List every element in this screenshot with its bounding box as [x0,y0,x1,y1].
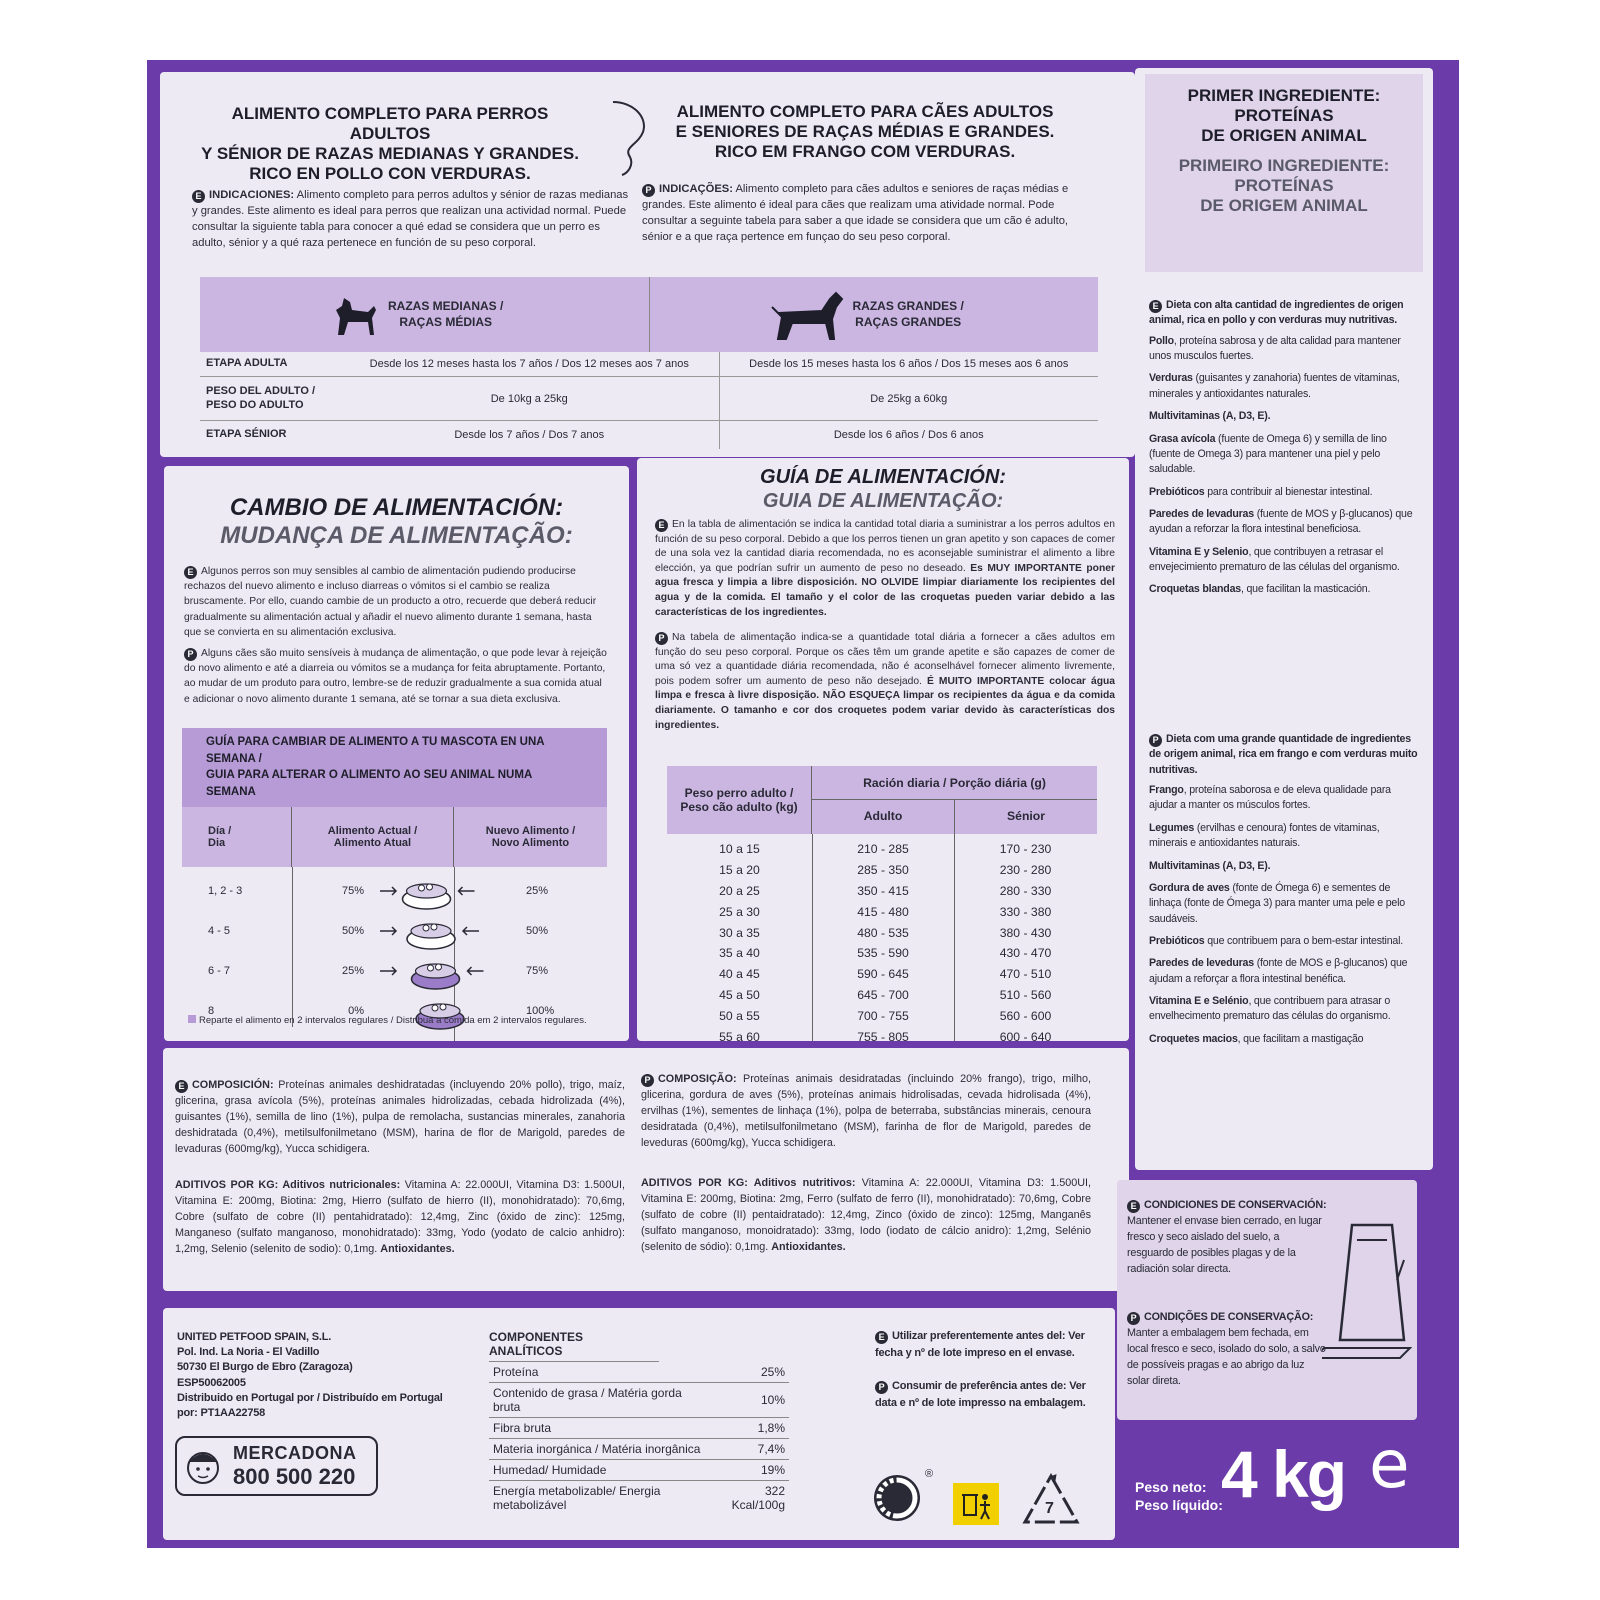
food-bowl-icon [372,911,512,951]
es-additives: ADITIVOS POR KG: Aditivos nutricionales: Vitamina A: 22.000UI, Vitamina D3: 1.500UI, Vitamina E: 200mg, Biotina: 2mg, Hierro (sulfato de hierro (II), monohidratado): 70,6mg, Cobre (sulfato de cobre (II) pentahidratado): 12,4mg, Zinc (óxido de zinc): 125mg, Manganeso (sulfato manganoso, monohidratado): 33mg, Yodo (yodato de calcio anhidro): 1,2mg, Selenio (selenito de sodio): 0,1mg. Antioxidantes. [175,1179,625,1255]
change-table: GUÍA PARA CAMBIAR DE ALIMENTO A TU MASCOTA EN UNA SEMANA / GUIA PARA ALTERAR O ALIMENTO AO SEU ANIMAL NUMA SEMANA Día / Dia Alimento Actual / Alimento Atual Nuevo Alimento / Novo Alimento 1, 2 - 3 75% 25% 4 - 5 50% 50% 6 - 7 25% 75% 8 0% 100% [182,728,607,1031]
es-conservation: E CONDICIONES DE CONSERVACIÓN: Mantener el envase bien cerrado, en lugar fresco y seco aislado del suelo, a resguardo de posibles plagas y de la radiación solar directa. [1127,1199,1327,1275]
table-row: ETAPA SÉNIOR Desde los 7 años / Dos 7 anos Desde los 6 años / Dos 6 anos [200,421,1098,449]
benefit-item: Gordura de aves (fonte de Ómega 6) e sementes de linhaça (fonte de Ómega 3) para manter uma pele e pelo saudáveis. [1149,881,1405,925]
pt-additives: ADITIVOS POR KG: Aditivos nutritivos: Vitamina A: 22.000UI, Vitamina D3: 1.500UI, Vitamina E: 200mg, Biotina: 2mg, Ferro (sulfato de ferro (II), monohidratado): 70,6mg, Cobre (sulfato de cobre (II) pentaidratado): 12,4mg, Zinco (óxido de zinco): 125mg, Manganês (sulfato manganoso, monoidratado): 33mg, Iodo (iodato de cálcio anidro): 1,2mg, Selénio (selenito de sódio): 0,1mg. Antioxidantes. [641,1177,1091,1253]
analytic-components: COMPONENTES ANALÍTICOS Proteína 25% Contenido de grasa / Matéria gorda bruta 10% Fibra bruta 1,8% Materia inorgánica / Matéria inorgânica 7,4% Humedad/ Humidade 19% Energía metabolizable/ Energia metabolizável 322 Kcal/100g [489,1330,801,1515]
pt-conservation: P CONDIÇÕES DE CONSERVAÇÃO: Manter a embalagem bem fechada, em local fresco e seco, isolado do solo, a salvo de possíveis pragas e ao abrigo da luz solar direta. [1127,1311,1326,1387]
es-badge-icon: E [655,519,668,532]
change-footnote: Reparte el alimento en 2 intervalos regulares / Distribua a comida em 2 intervalos regulares. [188,1014,618,1028]
analytic-row: Materia inorgánica / Matéria inorgânica 7,4% [489,1439,789,1460]
pt-badge-icon: P [642,184,655,197]
benefit-item: Paredes de levaduras (fuente de MOS y β-glucanos) que ayudan a reforzar la flora intestinal beneficiosa. [1149,507,1413,536]
company-info: UNITED PETFOOD SPAIN, S.L. Pol. Ind. La Noria - El Vadillo 50730 El Burgo de Ebro (Zaragoza) ESP50062005 Distribuido en Portugal por / Distribuído em Portugal por: PT1AA22758 [177,1331,443,1419]
analytic-row: Energía metabolizable/ Energia metabolizável 322 Kcal/100g [493,1484,785,1512]
feeding-row: 55 a 60 755 - 805 600 - 640 [719,1029,1052,1041]
dog-outline-icon [608,97,653,177]
feeding-row: 25 a 30 415 - 480 330 - 380 [719,904,1052,919]
change-es-text: E Algunos perros son muy sensibles al cambio de alimentación pudiendo producirse rechazos del nuevo alimento e incluso diarreas o vómitos si el cambio se realiza bruscamente. Por ello, cuando cambie de un producto a otro, recuerde que deberá reducir gradualmente su alimentación actual y añadir el nuevo alimento durante 1 semana, hasta que se convierta en su alimentación exclusiva. [184,566,597,638]
benefit-item: Legumes (ervilhas e cenoura) fontes de vitaminas, minerais e antioxidantes naturais. [1149,821,1380,850]
pt-composition: P COMPOSIÇÃO: Proteínas animais desidratadas (incluindo 20% frango), trigo, milho, glicerina, gordura de aves (5%), proteínas animais hidrolisadas, cevada hidrolisada (4%), ervilhas (1%), sementes de linhaça (1%), polpa de beterraba, substâncias minerais, cenoura desidratada (0,4%), metilsulfonilmetano (MSM), farinha de flor de Marigold, paredes de leveduras (600mg/kg), Yucca schidigera. [641,1073,1092,1149]
pt-badge-icon: P [875,1381,888,1394]
pt-badge-icon: P [1127,1312,1140,1325]
feeding-row: 30 a 35 480 - 535 380 - 430 [719,925,1052,940]
feeding-row: 35 a 40 535 - 590 430 - 470 [719,946,1052,961]
benefit-item: Frango, proteína saborosa e de eleva qualidade para ajudar a manter os músculos fortes. [1149,784,1391,812]
recycle-number: 7 [1045,1500,1054,1517]
benefit-item: Vitamina E e Selénio, que contribuem para atrasar o envelhecimento prematuro das células do organismo. [1149,995,1391,1023]
table-row: PESO DEL ADULTO / PESO DO ADULTO De 10kg a 25kg De 25kg a 60kg [200,377,1098,421]
pt-badge-icon: P [655,632,668,645]
es-badge-icon: E [192,190,205,203]
feeding-row: 20 a 25 350 - 415 280 - 330 [719,883,1052,898]
es-badge-icon: E [1127,1200,1140,1213]
feeding-pt-text: P Na tabela de alimentação indica-se a quantidade total diária a fornecer a cães adultos em função do seu peso corporal. Porque os cães têm um grande apetite e são capazes de comer de uma só vez a quantidade diária recomendada, não é aconselhável fornecer alimento livremente, pois podem sofrer um aumento de peso não desejado. É MUITO IMPORTANTE colocar água limpa e fresca à livre disposição. NÃO ESQUEÇA limpar os recipientes da água e da comida diariamente. O tamanho e cor dos croquetes podem variar devido às características dos ingredientes. [655,632,1115,731]
feeding-panel [637,458,1129,1041]
analytic-row: Humedad/ Humidade 19% [489,1460,789,1481]
pt-indications: P INDICAÇÕES: Alimento completo para cães adultos e seniores de raças médias e grandes. Este alimento é ideal para cães que realizam uma atividade normal. Pode consultar a seguinte tabela para saber a que idade se considera que um cão é adulto, sénior e a que raça pertence em funçao do seu peso corporal. [642,183,1069,243]
large-dog-icon [770,287,845,342]
food-bowl-icon [372,871,512,911]
es-badge-icon: E [1149,300,1162,313]
feeding-row: 50 a 55 700 - 755 560 - 600 [719,1008,1052,1023]
benefit-item: Croquetas blandas, que facilitan la masticación. [1149,583,1371,596]
feeding-table: Peso perro adulto / Peso cão adulto (kg) Ración diaria / Porção diária (g) Adulto Sénior 10 a 15 210 - 285 170 - 230 15 a 20 285 - 350 230 - 280 20 a 25 350 - 415 280 - 330 25 a 30 415 - 480 330 - 380 30 a 35 480 - 535 380 - 430 35 a 40 535 - 590 430 - 470 40 a 45 590 - 645 470 - 510 45 a 50 645 - 700 510 - 560 50 a 55 700 - 755 560 - 600 55 a 60 755 - 805 600 - 640 [667,766,1097,1041]
change-panel [164,466,629,1041]
feeding-row: 40 a 45 590 - 645 470 - 510 [719,967,1052,982]
benefit-item: Multivitaminas (A, D3, E). [1149,859,1271,872]
es-badge-icon: E [875,1331,888,1344]
breed-table [200,277,1098,449]
benefit-item: Vitamina E y Selenio, que contribuyen a retrasar el envejecimiento prematuro de las células del organismo. [1149,545,1400,574]
pt-best-before: P Consumir de preferência antes de: Ver data e nº de lote impresso na embalagem. [875,1380,1086,1410]
customer-face-icon [181,1444,225,1488]
es-badge-icon: E [184,566,197,579]
analytic-row: Contenido de grasa / Matéria gorda bruta 10% [489,1383,789,1418]
composition-panel [163,1048,1129,1291]
change-row: 1, 2 - 3 75% 25% [182,871,607,911]
benefit-item: Prebióticos para contribuir al bienestar intestinal. [1149,485,1373,498]
food-bowl-icon [372,951,512,991]
pt-benefits: P Dieta com uma grande quantidade de ingredientes de origem animal, rica em frango e com verduras muito nutritivas. Frango, proteína saborosa e de eleva qualidade para ajudar a manter os músculos fortes. Legumes (ervilhas e cenoura) fontes de vitaminas, minerais e antioxidantes naturais. Multivitaminas (A, D3, E). Gordura de aves (fonte de Ómega 6) e sementes de linhaça (fonte de Ómega 3) para manter uma pele e pelo saudáveis. Prebióticos que contribuem para o bem-estar intestinal. Paredes de leveduras (fonte de MOS e β-glucanos) que ajudam a reforçar a flora intestinal benéfica. Vitamina E e Selénio, que contribuem para atrasar o envelhecimento prematuro das células do organismo. Croquetes macios, que facilitam a mastigação [1149,732,1419,1054]
change-row: 8 0% 100% [182,991,607,1031]
change-pt-text: P Alguns cães são muito sensíveis à mudança de alimentação, o que pode levar à rejeição do novo alimento e até a diarreia ou vómitos se a mudança for feita abruptamente. Portanto, ao mudar de um produto para outro, lembre-se de reduzir gradualmente a sua comida atual e adicionar o novo alimento durante 1 semana, até se tornar a sua dieta exclusiva. [184,648,607,705]
right-panel [1135,68,1433,1170]
benefit-item: Croquetes macios, que facilitam a mastigação [1149,1032,1364,1045]
medium-dog-icon [330,290,380,340]
change-row: 6 - 7 25% 75% [182,951,607,991]
top-panel [160,72,1135,457]
bottom-panel [163,1308,1115,1540]
feeding-title: GUÍA DE ALIMENTACIÓN: GUIA DE ALIMENTAÇÃO: [760,466,1006,512]
pt-badge-icon: P [1149,734,1162,747]
feeding-es-text: E En la tabla de alimentación se indica la cantidad total diaria a suministrar a los perros adultos en función de su peso corporal. Debido a que los perros tienen un gran apetito y son capaces de comer de una sola vez la cantidad diaria recomendada, no es aconsejable suministrar el alimento a libre elección, ya que podrían sufrir un aumento de peso no deseado. Es MUY IMPORTANTE poner agua fresca y limpia a libre disposición. NO OLVIDE limpiar diariamente los recipientes del agua y de la comida. El tamaño y el color de las croquetas pueden variar debido a las características de los ingredientes. [655,519,1115,618]
package-back [147,60,1459,1548]
es-title: ALIMENTO COMPLETO PARA PERROS ADULTOS Y SÉNIOR DE RAZAS MEDIANAS Y GRANDES. RICO EN POLLO CON VERDURAS. [201,104,579,184]
estimated-mark: e [1369,1426,1410,1503]
es-best-before: E Utilizar preferentemente antes del: Ver fecha y nº de lote impreso en el envase. [875,1330,1085,1360]
pt-badge-icon: P [641,1074,654,1087]
feeding-row: 15 a 20 285 - 350 230 - 280 [719,863,1052,878]
benefit-item: Pollo, proteína sabrosa y de alta calidad para mantener unos musculos fuertes. [1149,334,1401,363]
green-dot-icon [871,1470,926,1525]
conservation-panel [1117,1180,1417,1420]
es-indications: E INDICACIONES: Alimento completo para perros adultos y sénior de razas medianas y grandes. Este alimento es ideal para perros que realizan una actividad normal. Puede consultar la siguiente tabla para conocer a qué edad se considera que un perro es adulto, sénior y a qué raza pertenece en función de su peso corporal. [192,189,629,249]
net-weight-value: 4 kg [1221,1437,1346,1511]
benefit-item: Grasa avícola (fuente de Omega 6) y semilla de lino (fuente de Omega 3) para mantener una piel y pelo saludable. [1149,432,1387,476]
feeding-row: 45 a 50 645 - 700 510 - 560 [719,987,1052,1002]
benefit-item: Paredes de leveduras (fonte de MOS e β-glucanos) que ajudam a reforçar a flora intestinal benéfica. [1149,957,1408,985]
pt-title: ALIMENTO COMPLETO PARA CÃES ADULTOS E SENIORES DE RAÇAS MÉDIAS E GRANDES. RICO EM FRANGO COM VERDURAS. [675,102,1055,162]
benefit-item: Multivitaminas (A, D3, E). [1149,410,1271,423]
analytic-row: Fibra bruta 1,8% [489,1418,789,1439]
change-row: 4 - 5 50% 50% [182,911,607,951]
breed-table-header: RAZAS MEDIANAS / RAÇAS MÉDIAS RAZAS GRANDES / RAÇAS GRANDES [200,277,1098,352]
benefit-item: Verduras (guisantes y zanahoria) fuentes de vitaminas, minerales y antioxidantes naturales. [1149,372,1400,400]
es-composition: E COMPOSICIÓN: Proteínas animales deshidratadas (incluyendo 20% pollo), trigo, maíz, glicerina, grasa avícola (5%), proteínas animales hidrolizadas, cebada hidrolizada (4%), guisantes (1%), semilla de lino (1%), pulpa de remolacha, sustancias minerales, zanahoria deshidratada (0,4%), metilsulfonilmetano (MSM), harina de flor de Marigold, paredes de levaduras (600mg/kg), Yucca schidigera. [175,1079,626,1155]
change-title: CAMBIO DE ALIMENTACIÓN: MUDANÇA DE ALIMENTAÇÃO: [220,494,573,550]
bin-icon [953,1483,999,1525]
table-row: ETAPA ADULTA Desde los 12 meses hasta los 7 años / Dos 12 meses aos 7 anos Desde los 15 meses hasta los 6 años / Dos 15 meses aos 6 anos [200,352,1098,377]
benefit-item: Prebióticos que contribuem para o bem-estar intestinal. [1149,934,1403,947]
net-weight: Peso neto: Peso líquido: 4 kg e [1135,1426,1410,1514]
pt-badge-icon: P [184,648,197,661]
mercadona-box: MERCADONA 800 500 220 [175,1436,378,1496]
analytic-row: Proteína 25% [489,1362,789,1383]
registered-mark: ® [925,1468,934,1480]
es-benefits: E Dieta con alta cantidad de ingredientes de origen animal, rica en pollo y con verduras muy nutritivas. Pollo, proteína sabrosa y de alta calidad para mantener unos musculos fuertes. Verduras (guisantes y zanahoria) fuentes de vitaminas, minerales y antioxidantes naturales. Multivitaminas (A, D3, E). Grasa avícola (fuente de Omega 6) y semilla de lino (fuente de Omega 3) para mantener una piel y pelo saludable. Prebióticos para contribuir al bienestar intestinal. Paredes de levaduras (fuente de MOS y β-glucanos) que ayudan a reforzar la flora intestinal beneficiosa. Vitamina E y Selenio, que contribuyen a retrasar el envejecimiento prematuro de las células del organismo. Croquetas blandas, que facilitan la masticación. [1149,298,1419,605]
feeding-row: 10 a 15 210 - 285 170 - 230 [719,842,1052,857]
es-badge-icon: E [175,1080,188,1093]
protein-heading: PRIMER INGREDIENTE: PROTEÍNAS DE ORIGEN ANIMAL PRIMEIRO INGREDIENTE: PROTEÍNAS DE ORIGEM ANIMAL [1145,74,1423,272]
storage-bag-icon [1322,1220,1412,1360]
